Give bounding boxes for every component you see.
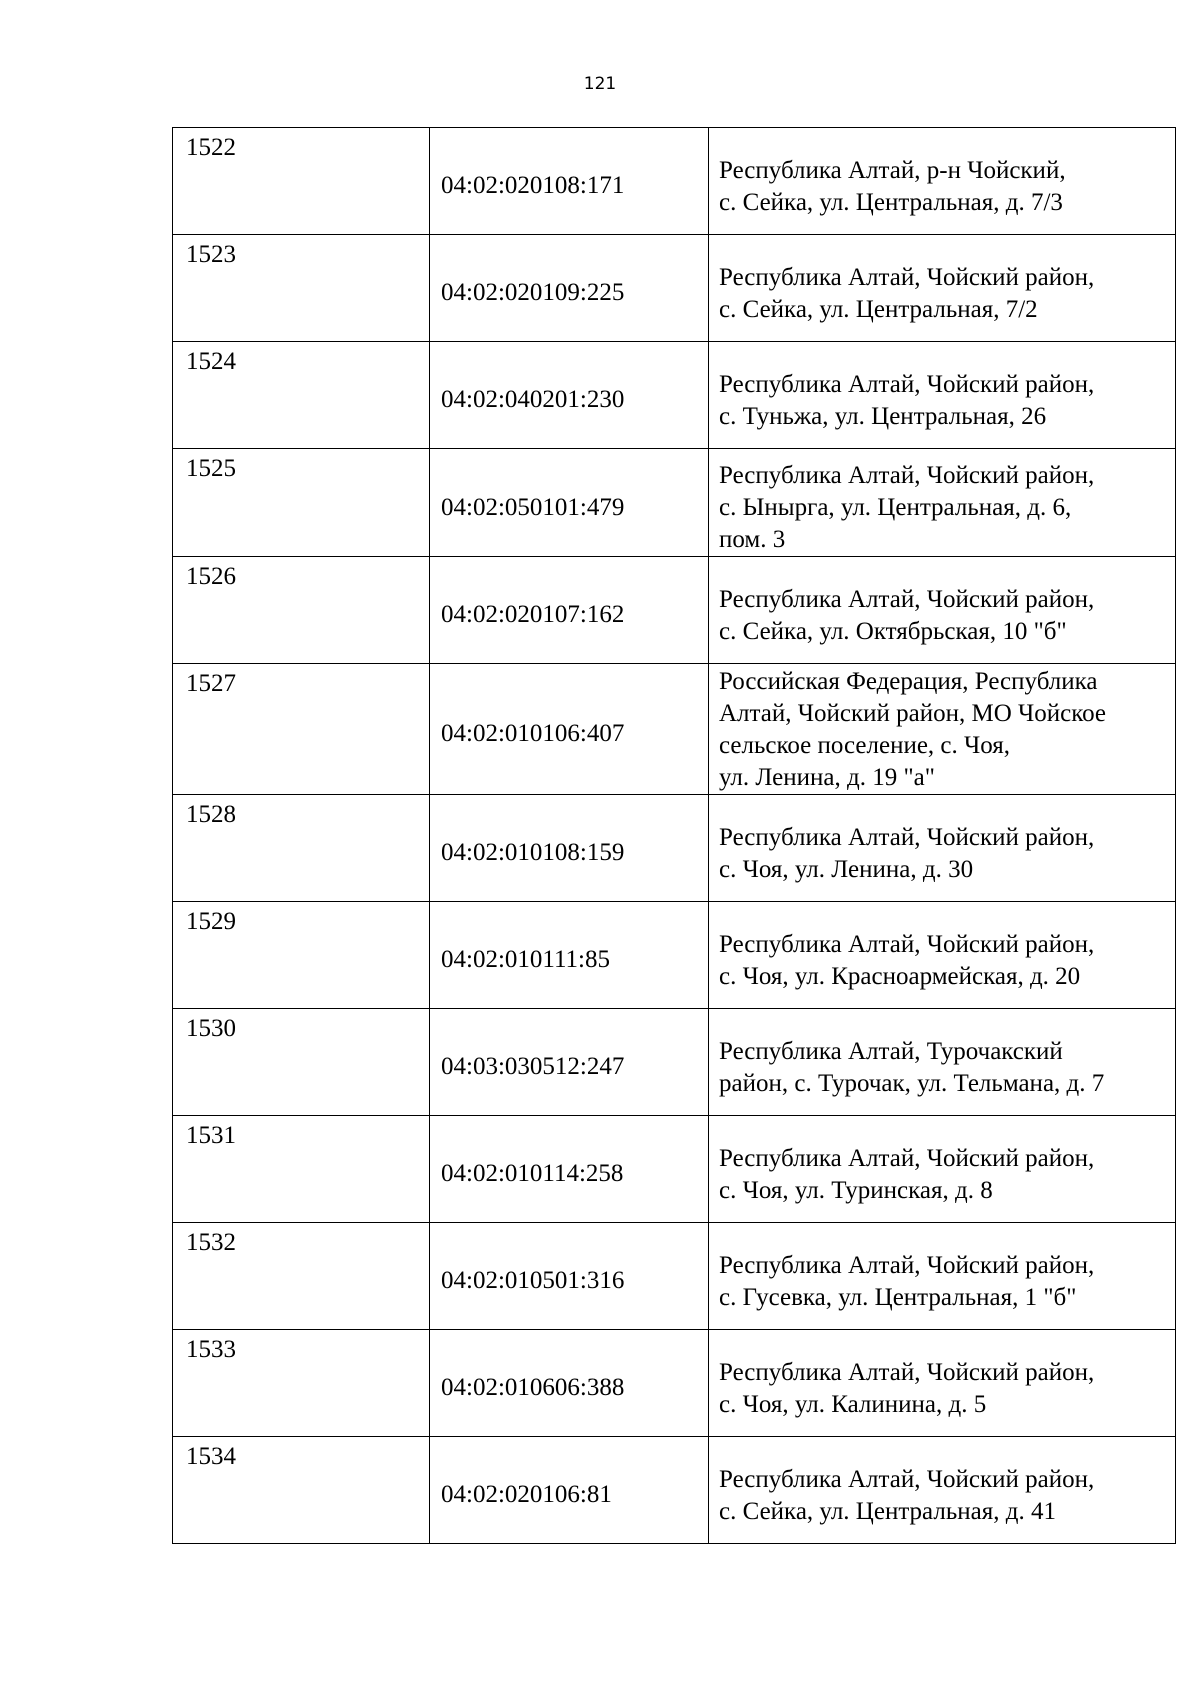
address-cell (709, 235, 1176, 342)
cadastral-number: 04:02:010108:159 (430, 795, 709, 902)
address-cell (709, 449, 1176, 557)
address-line: Республика Алтай, Чойский район, (719, 1144, 1095, 1172)
address-line: ул. Ленина, д. 19 "а" (719, 764, 935, 791)
table-row (173, 1330, 1176, 1437)
row-number: 1523 (173, 235, 430, 342)
address-line: Республика Алтай, Чойский район, (719, 823, 1095, 851)
address-line: Республика Алтай, Чойский район, (719, 1465, 1095, 1493)
address-line: с. Гусевка, ул. Центральная, 1 "б" (719, 1283, 1077, 1311)
row-number: 1528 (173, 795, 430, 902)
cadastral-number: 04:03:030512:247 (430, 1009, 709, 1116)
table-row (173, 1009, 1176, 1116)
address-line: Алтай, Чойский район, МО Чойское (719, 700, 1106, 727)
address-cell (709, 342, 1176, 449)
table-row (173, 1437, 1176, 1544)
row-number: 1527 (173, 664, 430, 795)
address-line: Республика Алтай, Чойский район, (719, 370, 1095, 398)
cadastral-number: 04:02:020106:81 (430, 1437, 709, 1544)
address-line: Республика Алтай, Турочакский (719, 1037, 1063, 1065)
address-line: пом. 3 (719, 526, 786, 553)
address-line: район, с. Турочак, ул. Тельмана, д. 7 (719, 1069, 1105, 1097)
address-cell (709, 1009, 1176, 1116)
cadastral-number: 04:02:010111:85 (430, 902, 709, 1009)
address-cell (709, 128, 1176, 235)
address-line: с. Сейка, ул. Центральная, 7/2 (719, 295, 1038, 323)
row-number: 1529 (173, 902, 430, 1009)
row-number: 1532 (173, 1223, 430, 1330)
address-line: Республика Алтай, Чойский район, (719, 462, 1095, 489)
table-row (173, 664, 1176, 795)
cadastral-number: 04:02:010114:258 (430, 1116, 709, 1223)
address-line: с. Ыныргa, ул. Центральная, д. 6, (719, 494, 1072, 521)
address-line: Российская Федерация, Республика (719, 668, 1098, 695)
cadastral-number: 04:02:040201:230 (430, 342, 709, 449)
table-row (173, 128, 1176, 235)
address-line: Республика Алтай, Чойский район, (719, 930, 1095, 958)
cadastral-number: 04:02:050101:479 (430, 449, 709, 557)
address-line: с. Сейка, ул. Центральная, д. 7/3 (719, 188, 1063, 216)
address-line: с. Чоя, ул. Ленина, д. 30 (719, 855, 974, 883)
address-line: с. Туньжа, ул. Центральная, 26 (719, 402, 1047, 430)
table-row (173, 342, 1176, 449)
cadastral-number: 04:02:010501:316 (430, 1223, 709, 1330)
address-line: Республика Алтай, Чойский район, (719, 263, 1095, 291)
address-cell (709, 902, 1176, 1009)
row-number: 1526 (173, 557, 430, 664)
cadastral-number: 04:02:020109:225 (430, 235, 709, 342)
table-row (173, 557, 1176, 664)
address-line: с. Чоя, ул. Туринская, д. 8 (719, 1176, 993, 1204)
page-number: 121 (583, 74, 617, 94)
address-line: Республика Алтай, Чойский район, (719, 585, 1095, 613)
address-cell (709, 795, 1176, 902)
row-number: 1530 (173, 1009, 430, 1116)
row-number: 1533 (173, 1330, 430, 1437)
address-cell (709, 1437, 1176, 1544)
address-cell (709, 557, 1176, 664)
row-number: 1524 (173, 342, 430, 449)
table-row (173, 795, 1176, 902)
address-cell (709, 1330, 1176, 1437)
address-cell (709, 664, 1176, 795)
address-line: сельское поселение, с. Чоя, (719, 732, 1011, 759)
address-line: Республика Алтай, Чойский район, (719, 1358, 1095, 1386)
address-cell (709, 1223, 1176, 1330)
table-row (173, 1223, 1176, 1330)
table-row (173, 902, 1176, 1009)
address-line: Республика Алтай, Чойский район, (719, 1251, 1095, 1279)
table-row (173, 449, 1176, 557)
address-line: с. Сейка, ул. Центральная, д. 41 (719, 1497, 1056, 1525)
row-number: 1525 (173, 449, 430, 557)
row-number: 1534 (173, 1437, 430, 1544)
cadastral-number: 04:02:010606:388 (430, 1330, 709, 1437)
table-row (173, 1116, 1176, 1223)
cadastral-number: 04:02:020108:171 (430, 128, 709, 235)
table-row (173, 235, 1176, 342)
address-line: с. Чоя, ул. Калинина, д. 5 (719, 1390, 987, 1418)
address-line: с. Чоя, ул. Красноармейская, д. 20 (719, 962, 1081, 990)
registry-table (172, 127, 1176, 1544)
address-line: с. Сейка, ул. Октябрьская, 10 "б" (719, 617, 1067, 645)
address-line: Республика Алтай, р-н Чойский, (719, 156, 1066, 184)
address-cell (709, 1116, 1176, 1223)
cadastral-number: 04:02:010106:407 (430, 664, 709, 795)
row-number: 1531 (173, 1116, 430, 1223)
cadastral-number: 04:02:020107:162 (430, 557, 709, 664)
row-number: 1522 (173, 128, 430, 235)
